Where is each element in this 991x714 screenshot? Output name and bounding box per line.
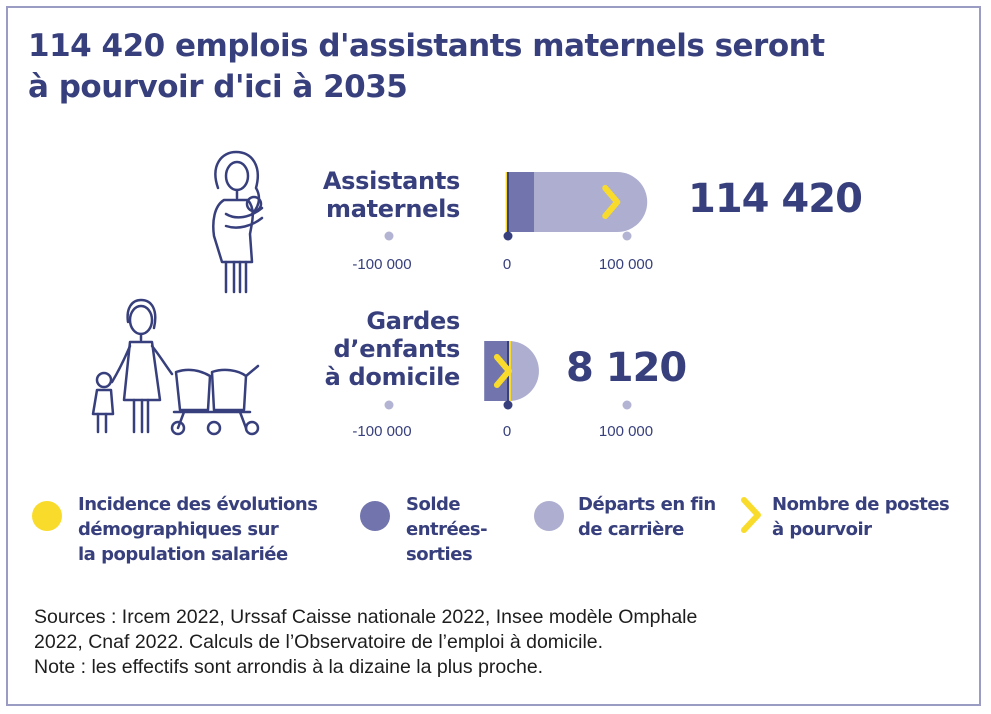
- legend-line: à pourvoir: [772, 519, 872, 540]
- legend-line: Départs en fin: [578, 494, 716, 515]
- bar-solde-row-1: [508, 172, 534, 232]
- bar-departs-row-2: [508, 341, 539, 401]
- legend-line: démographiques sur: [78, 519, 279, 540]
- row-label-line: d’enfants: [333, 335, 460, 363]
- total-gardes: 8 120: [566, 345, 687, 391]
- total-assistants: 114 420: [688, 176, 862, 222]
- legend-label: [578, 492, 716, 542]
- sources-line-2: 2022, Cnaf 2022. Calculs de l’Observatoire de l’emploi à domicile.: [34, 631, 604, 653]
- tick-dot-row-1: [623, 232, 632, 241]
- zero-tick-dot-row-1: [504, 232, 513, 241]
- legend-swatch-dark: [360, 501, 390, 531]
- row-label-line: Assistants: [322, 167, 460, 195]
- row-label-line: à domicile: [324, 363, 460, 391]
- sources-line-1: Sources : Ircem 2022, Urssaf Caisse nationale 2022, Insee modèle Omphale: [34, 606, 698, 628]
- legend-line: la population salariée: [78, 544, 288, 565]
- title-line-2: à pourvoir d'ici à 2035: [28, 69, 408, 105]
- tick-dot-row-1: [385, 232, 394, 241]
- legend-label: [772, 492, 949, 542]
- legend-line: Solde: [406, 494, 461, 515]
- row-label-line: maternels: [326, 195, 460, 223]
- legend-swatch-yellow: [32, 501, 62, 531]
- legend-line: Incidence des évolutions: [78, 494, 318, 515]
- legend-line: de carrière: [578, 519, 684, 540]
- tick-label-row1-neg: -100 000: [352, 256, 412, 273]
- row-label-line: Gardes: [366, 307, 460, 335]
- legend-label: [78, 492, 317, 567]
- legend-line: Nombre de postes: [772, 494, 950, 515]
- sources-note: [34, 605, 697, 680]
- zero-tick-dot-row-2: [504, 401, 513, 410]
- tick-dot-row-2: [623, 401, 632, 410]
- title-line-1: 114 420 emplois d'assistants maternels seront: [28, 28, 825, 64]
- legend-line: entrées-: [406, 519, 488, 540]
- legend-label: [406, 492, 487, 567]
- tick-label-row2-neg: -100 000: [352, 423, 412, 440]
- tick-label-row1-pos: 100 000: [598, 256, 654, 273]
- note-line: Note : les effectifs sont arrondis à la dizaine la plus proche.: [34, 656, 544, 678]
- tick-label-row2-pos: 100 000: [598, 423, 654, 440]
- legend-swatch-light: [534, 501, 564, 531]
- tick-label-row1-zero: 0: [502, 256, 512, 273]
- tick-dot-row-2: [385, 401, 394, 410]
- bar-solde-row-2: [484, 341, 508, 401]
- legend-line: sorties: [406, 544, 473, 565]
- bar-departs-row-1: [534, 172, 647, 232]
- chevron-right-icon: [738, 496, 766, 534]
- tick-label-row2-zero: 0: [502, 423, 512, 440]
